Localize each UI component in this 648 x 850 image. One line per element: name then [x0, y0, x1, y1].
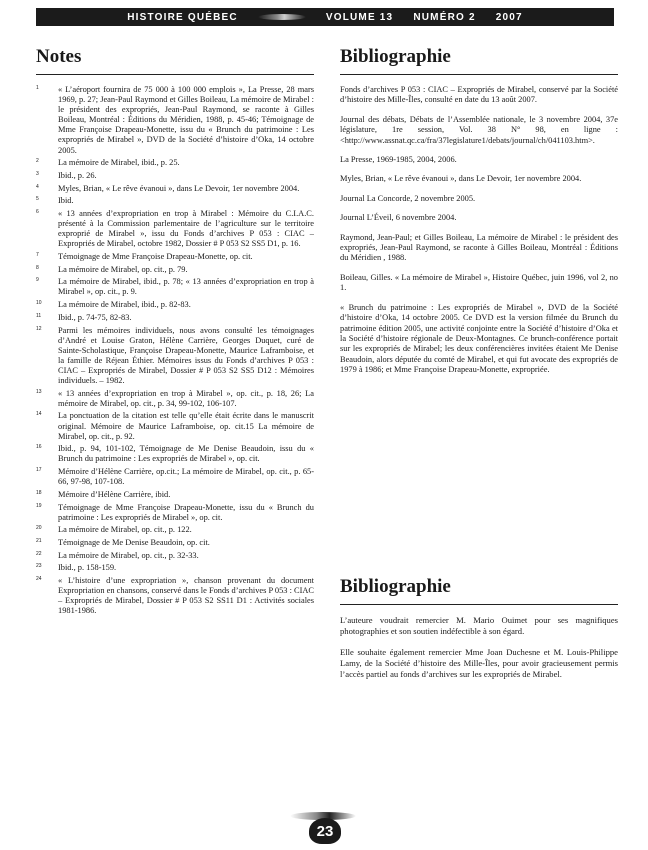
- note-text: La mémoire de Mirabel, op. cit., p. 79.: [58, 264, 188, 274]
- bibliography-entry: Journal L’Éveil, 6 novembre 2004.: [340, 213, 457, 223]
- bibliography-entry: La Presse, 1969-1985, 2004, 2006.: [340, 155, 457, 165]
- note-number: 22: [36, 550, 42, 557]
- note-number: 21: [36, 538, 42, 545]
- note-number: 10: [36, 300, 42, 307]
- note-text: Ibid., p. 94, 101-102, Témoignage de Me Denise Beaudoin, issu du « Brunch du patrimoine : Les expropriés de Mirabel », op. cit.: [58, 444, 314, 464]
- note-text: La mémoire de Mirabel, ibid., p. 78; « 13 années d’expropriation en trop à Mirabel », op. cit., p. 9.: [58, 277, 314, 297]
- note-item: [36, 551, 314, 561]
- note-text: Témoignage de Mme Françoise Drapeau-Monette, issu du « Brunch du patrimoine : Les expropriés de Mirabel », op. cit.: [58, 502, 314, 522]
- note-text: Ibid., p. 158-159.: [58, 563, 117, 573]
- note-text: « L’aéroport fournira de 75 000 à 100 000 emplois », La Presse, 28 mars 1969, p. 27; Jean-Paul Raymond et Gilles Boileau, La mémoire de Mirabel : le président des expropriés, Jean-Paul Raymond, se raconte à Gilles Boileau, Montréal : Éditions du Méridien, 1988, p. 45-46; Témoignage de Mme Françoise Drapeau-Monette, issu du « Brunch du patrimoine : Les expropriés de Mirabel », DVD de la Société d’histoire d’Oka, 14 octobre 2005.: [58, 85, 314, 155]
- note-number: 6: [36, 209, 39, 215]
- note-item: [36, 563, 314, 573]
- acknowledgements-section: [340, 576, 618, 690]
- note-number: 2: [36, 158, 39, 165]
- bibliography-entry: « Brunch du patrimoine : Les expropriés de Mirabel », DVD de la Société d’histoire d’Oka, 14 octobre 2005. Ce DVD est la version filmée du Brunch du patrimoine édition 2005, une activité conjointe entre la Société d’histoire d’Oka et la Société d’histoire régionale de Deux-Montagnes. Ce brunch-conférence portait sur les expropriés de Mirabel; les deux conférencières invitées étaient Me Denise Beaudoin, alors députée du comté de Mirabel, et qui fut avocate des expropriés de 1979 à 1986; et Mme Françoise Drapeau-Monette, expropriée.: [340, 302, 618, 375]
- acknowledgement-paragraph: L’auteure voudrait remercier M. Mario Ouimet pour ses magnifiques photographies et son soutien indéfectible à son égard.: [340, 615, 618, 636]
- note-text: Ibid., p. 26.: [58, 170, 97, 180]
- note-text: « 13 années d’expropriation en trop à Mirabel », op. cit., p. 18, 26; La mémoire de Mirabel, op. cit., p. 34, 99-102, 106-107.: [58, 388, 314, 408]
- note-item: [36, 184, 314, 194]
- note-item: [36, 538, 314, 548]
- note-item: [36, 576, 314, 616]
- note-number: 16: [36, 444, 42, 451]
- note-text: Myles, Brian, « Le rêve évanoui », dans Le Devoir, 1er novembre 2004.: [58, 183, 300, 193]
- masthead-publication: HISTOIRE QUÉBEC: [127, 11, 238, 23]
- bibliography-heading: Bibliographie: [340, 46, 618, 75]
- note-text: La ponctuation de la citation est telle qu’elle était écrite dans le manuscrit original. Mémoire de Maurice Laframboise, op. cit.15 La mémoire de Mirabel, op. cit., p. 92.: [58, 411, 314, 441]
- masthead-volume: VOLUME 13: [325, 11, 394, 23]
- note-number: 20: [36, 525, 42, 532]
- acknowledgements-list: [340, 615, 618, 680]
- note-item: [36, 158, 314, 168]
- bibliography-entry: Raymond, Jean-Paul; et Gilles Boileau, La mémoire de Mirabel : le président des expropriés, Jean-Paul Raymond, se raconte à Gilles Boileau, Montréal : Éditions du Méridien , 1988.: [340, 232, 618, 263]
- note-number: 19: [36, 502, 42, 509]
- note-number: 3: [36, 170, 39, 177]
- note-item: [36, 196, 314, 206]
- bibliography-entry: Journal La Concorde, 2 novembre 2005.: [340, 193, 476, 203]
- masthead-issue: NUMÉRO 2: [413, 11, 476, 23]
- note-text: Témoignage de Mme Françoise Drapeau-Monette, op. cit.: [58, 251, 253, 261]
- note-item: [36, 209, 314, 249]
- note-number: 7: [36, 251, 39, 258]
- note-text: La mémoire de Mirabel, op. cit., p. 32-33.: [58, 550, 199, 560]
- note-text: Ibid., p. 74-75, 82-83.: [58, 312, 132, 322]
- note-text: La mémoire de Mirabel, ibid., p. 82-83.: [58, 300, 191, 310]
- note-item: [36, 411, 314, 441]
- note-item: [36, 300, 314, 310]
- note-item: [36, 252, 314, 262]
- note-text: Mémoire d’Hélène Carrière, ibid.: [58, 489, 171, 499]
- note-item: [36, 467, 314, 487]
- note-item: [36, 171, 314, 181]
- note-number: 9: [36, 277, 39, 284]
- note-item: [36, 389, 314, 409]
- note-number: 24: [36, 576, 42, 583]
- note-number: 18: [36, 489, 42, 496]
- note-item: [36, 444, 314, 464]
- note-number: 13: [36, 388, 42, 395]
- note-text: « 13 années d’expropriation en trop à Mirabel : Mémoire du C.I.A.C. présenté à la Commission parlementaire de l’agriculture sur le territoire exproprié de Mirabel », issu du Fonds d’archives P 053 : CIAC – Expropriés de Mirabel, octobre 1982, Dossier # P 053 S2 SS5 D1, p. 16.: [58, 209, 314, 249]
- note-item: [36, 503, 314, 523]
- bibliography-column: [340, 46, 618, 385]
- note-number: 5: [36, 196, 39, 203]
- note-number: 4: [36, 183, 39, 190]
- masthead-year: 2007: [495, 11, 523, 23]
- note-number: 12: [36, 325, 42, 332]
- note-number: 8: [36, 264, 39, 271]
- note-item: [36, 85, 314, 156]
- swoosh-ornament: [258, 14, 306, 20]
- note-text: La mémoire de Mirabel, op. cit., p. 122.: [58, 525, 192, 535]
- bibliography-entry: Fonds d’archives P 053 : CIAC – Expropriés de Mirabel, conservé par la Société d’histoire des Mille-Îles, consulté en date du 13 août 2007.: [340, 85, 618, 105]
- page-number: 23: [309, 818, 341, 844]
- note-number: 11: [36, 312, 42, 319]
- acknowledgement-paragraph: Elle souhaite également remercier Mme Joan Duchesne et M. Louis-Philippe Lamy, de la Société d’histoire des Mille-Îles, pour avoir gracieusement permis l’accès partiel au fonds d’archives sur les expropriés de Mirabel.: [340, 647, 618, 679]
- note-text: Témoignage de Me Denise Beaudoin, op. cit.: [58, 538, 210, 548]
- bibliography-entry: Journal des débats, Débats de l’Assemblée nationale, le 3 novembre 2004, 37e législature, 1re session, Vol. 38 N° 98, en ligne : <http://www.assnat.qc.ca/fra/37legislature1/debats/journal/ch/041103.htm>.: [340, 114, 618, 145]
- note-text: « L’histoire d’une expropriation », chanson provenant du document Expropriation en chansons, conservé dans le Fonds d’archives P 053 : CIAC – Expropriés de Mirabel, Dossier # P 053 S2 SS11 D1 : Activités sociales 1981-1986.: [58, 576, 315, 616]
- notes-list: [36, 85, 314, 616]
- note-number: 17: [36, 467, 42, 474]
- masthead-banner: [36, 8, 614, 26]
- acknowledgements-heading: Bibliographie: [340, 576, 618, 605]
- note-item: [36, 326, 314, 387]
- notes-heading: Notes: [36, 46, 314, 75]
- bibliography-list: [340, 85, 618, 376]
- note-item: [36, 277, 314, 297]
- note-number: 23: [36, 563, 42, 570]
- note-item: [36, 313, 314, 323]
- note-text: Mémoire d’Hélène Carrière, op.cit.; La mémoire de Mirabel, op. cit., p. 65-66, 97-98, 107-108.: [58, 467, 314, 487]
- note-text: La mémoire de Mirabel, ibid., p. 25.: [58, 158, 180, 168]
- bibliography-entry: Myles, Brian, « Le rêve évanoui », dans Le Devoir, 1er novembre 2004.: [340, 174, 582, 184]
- notes-column: [36, 46, 314, 619]
- bibliography-entry: Boileau, Gilles. « La mémoire de Mirabel », Histoire Québec, juin 1996, vol 2, no 1.: [340, 272, 618, 293]
- note-number: 1: [36, 85, 39, 91]
- note-number: 14: [36, 411, 42, 418]
- note-text: Parmi les mémoires individuels, nous avons consulté les témoignages d’André et Louise Graton, Hélène Carrière, Georges Duquet, curé de Sainte-Scholastique, Françoise Drapeau-Monette, Maurice Laframboise, et la famille de Réjean Éthier. Mémoires issus du Fonds d’archives P 053 : CIAC – Expropriés de Mirabel, Dossier # P 053 S2 SS5 D12 : Mémoires individuels. – 1982.: [58, 325, 314, 385]
- note-item: [36, 265, 314, 275]
- note-item: [36, 490, 314, 500]
- note-item: [36, 525, 314, 535]
- note-text: Ibid.: [58, 196, 74, 206]
